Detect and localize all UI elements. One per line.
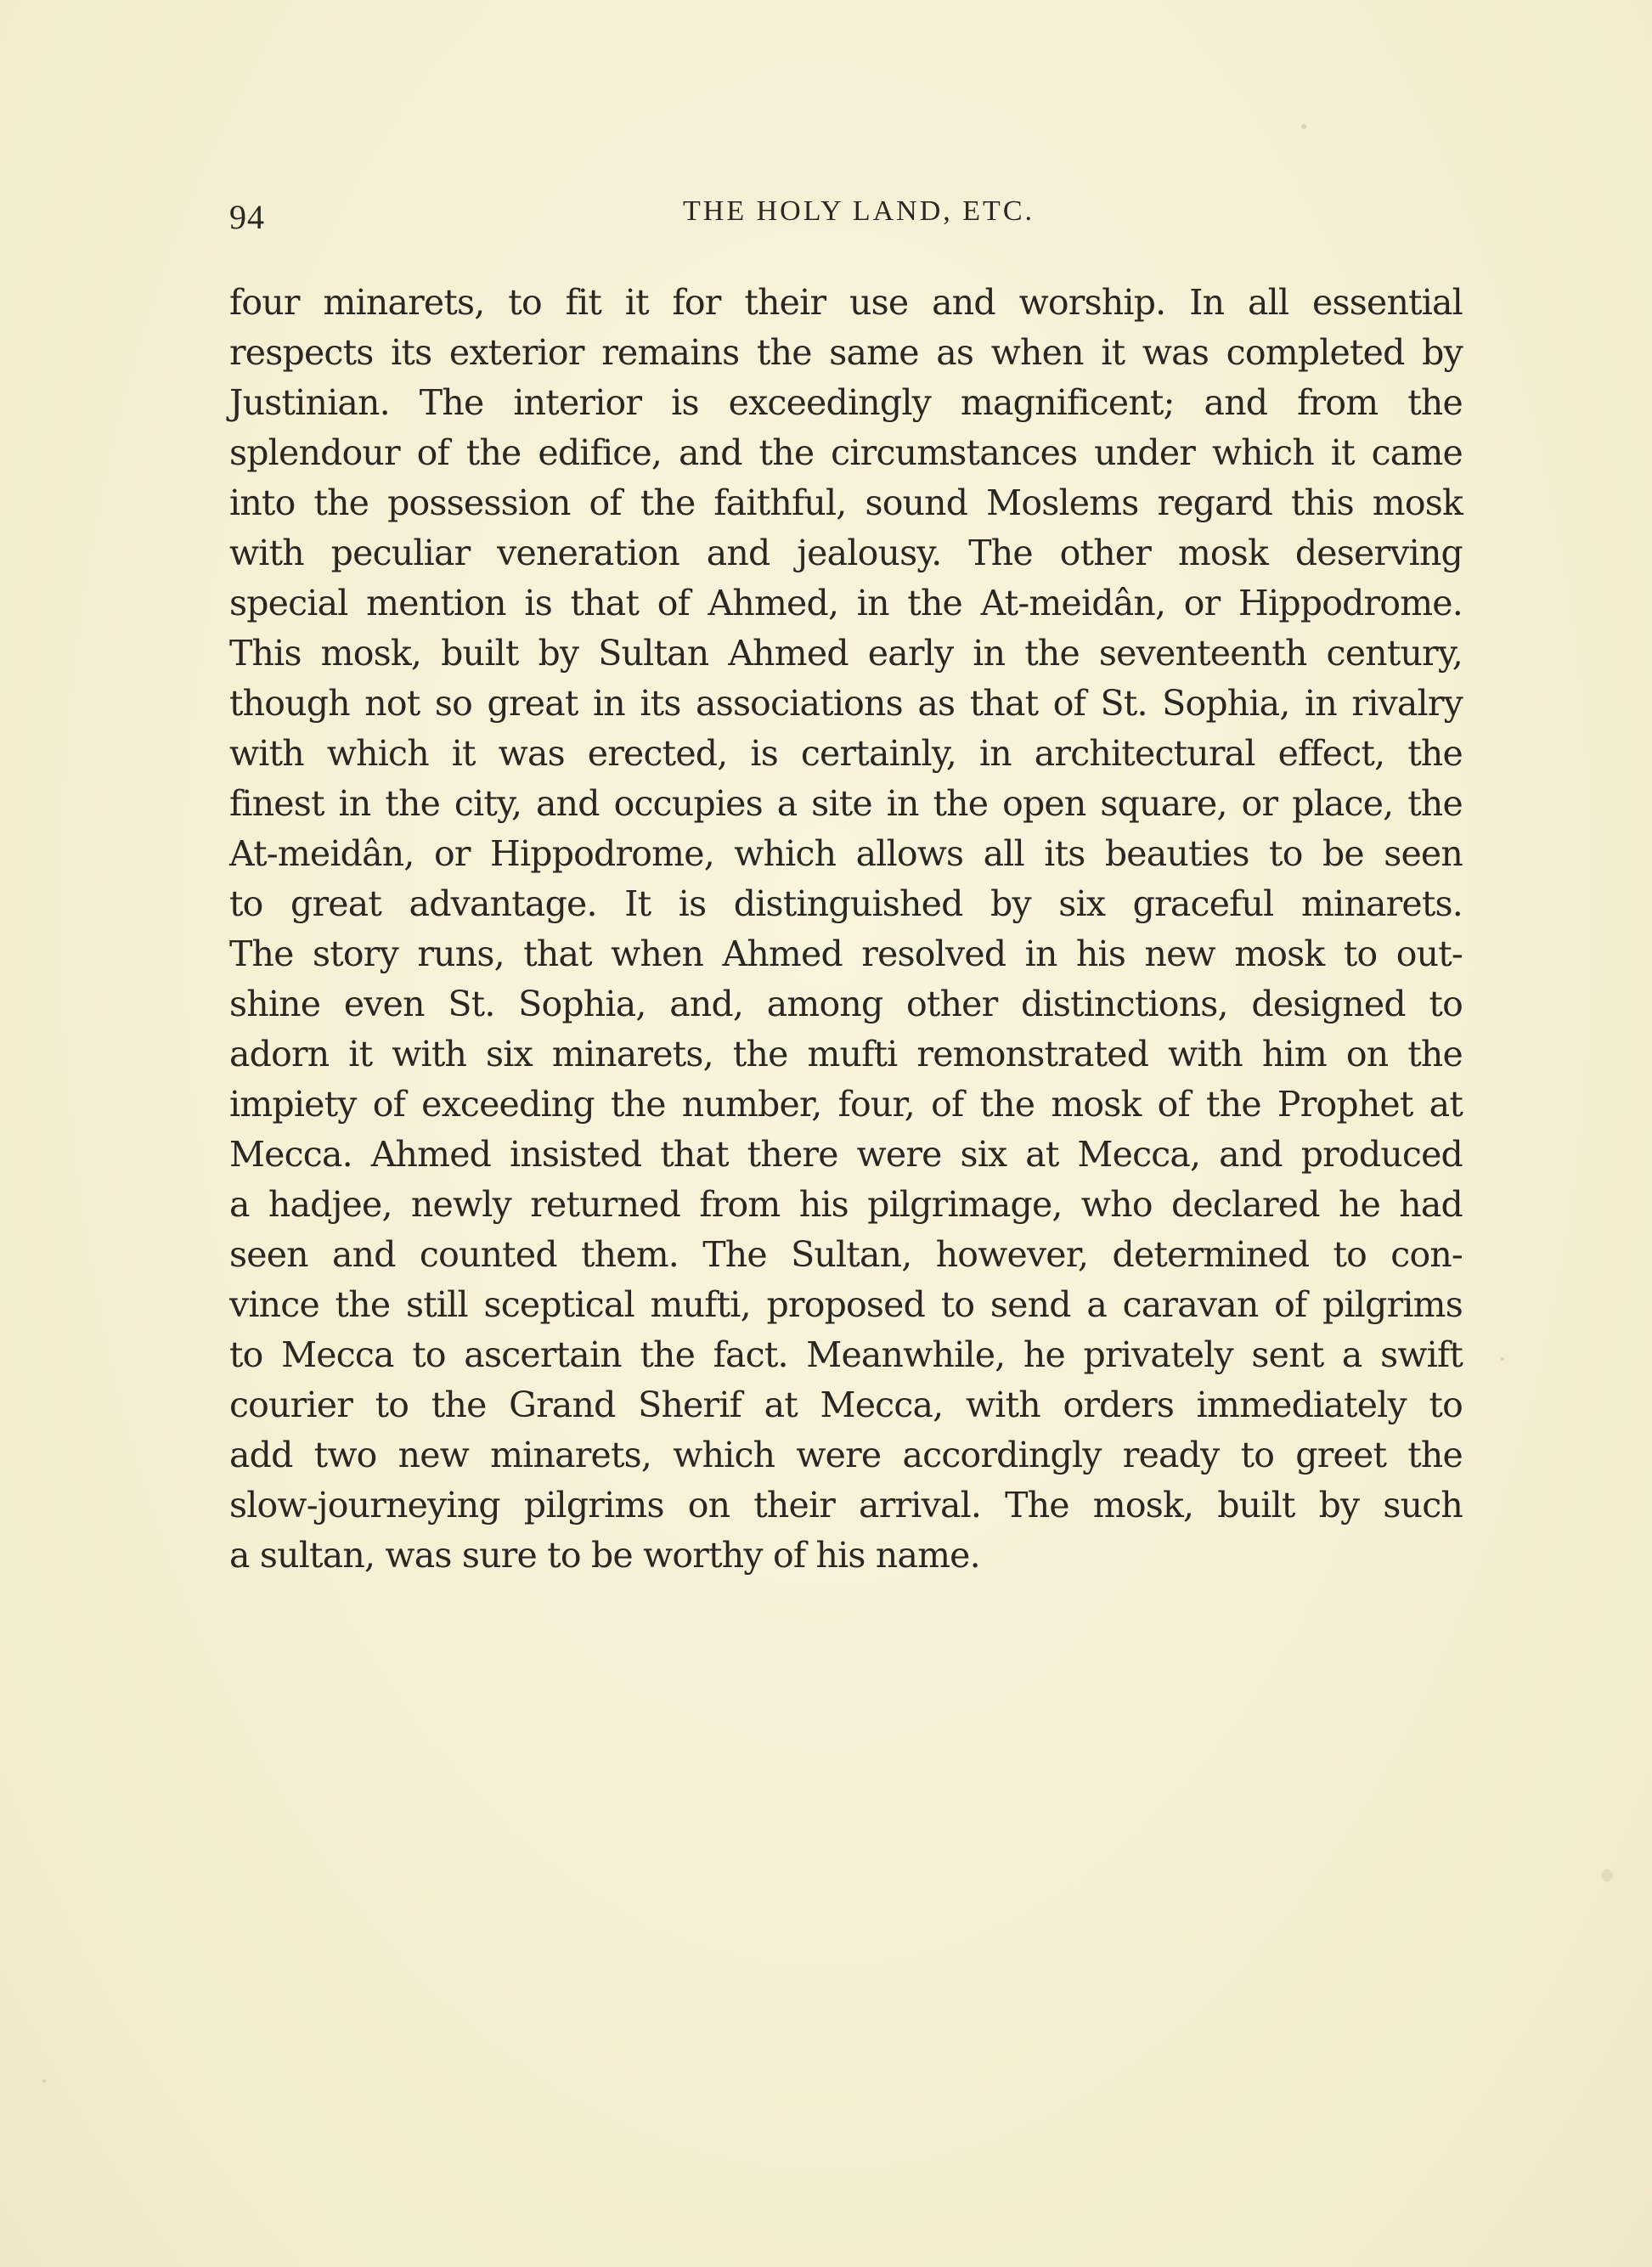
paper-speck bbox=[1601, 1869, 1613, 1881]
text-line: with which it was erected, is certainly, in architectural effect, the bbox=[229, 733, 1463, 774]
text-line-last: a sultan, was sure to be worthy of his name. bbox=[229, 1535, 980, 1576]
text-line: to Mecca to ascertain the fact. Meanwhile, he privately sent a swift bbox=[229, 1334, 1463, 1375]
text-line: into the possession of the faithful, sound Moslems regard this mosk bbox=[229, 482, 1463, 523]
text-line: seen and counted them. The Sultan, however, determined to con- bbox=[229, 1234, 1463, 1275]
text-line: with peculiar veneration and jealousy. The other mosk deserving bbox=[229, 533, 1463, 573]
paper-speck bbox=[1301, 124, 1306, 129]
text-line: add two new minarets, which were accordingly ready to greet the bbox=[229, 1435, 1463, 1475]
text-line: impiety of exceeding the number, four, of the mosk of the Prophet at bbox=[229, 1084, 1463, 1125]
text-line: to great advantage. It is distinguished by six graceful minarets. bbox=[229, 883, 1463, 924]
text-line: The story runs, that when Ahmed resolved in his new mosk to out- bbox=[229, 933, 1463, 974]
text-line: though not so great in its associations as that of St. Sophia, in rivalry bbox=[229, 683, 1463, 724]
text-line: This mosk, built by Sultan Ahmed early in the seventeenth century, bbox=[229, 633, 1463, 674]
text-line: shine even St. Sophia, and, among other distinctions, designed to bbox=[229, 984, 1463, 1024]
body-paragraph bbox=[229, 278, 1463, 1581]
text-line: special mention is that of Ahmed, in the At-meidân, or Hippodrome. bbox=[229, 583, 1463, 623]
page-number: 94 bbox=[229, 198, 265, 236]
text-line: adorn it with six minarets, the mufti remonstrated with him on the bbox=[229, 1034, 1463, 1074]
text-line: courier to the Grand Sherif at Mecca, with orders immediately to bbox=[229, 1384, 1463, 1425]
text-line: splendour of the edifice, and the circumstances under which it came bbox=[229, 432, 1463, 473]
paper-speck bbox=[1501, 1357, 1504, 1361]
paper-speck bbox=[42, 2079, 46, 2083]
text-line: four minarets, to fit it for their use and worship. In all essential bbox=[229, 282, 1463, 323]
text-line: At-meidân, or Hippodrome, which allows all its beauties to be seen bbox=[229, 833, 1463, 874]
text-line: Justinian. The interior is exceedingly magnificent; and from the bbox=[229, 382, 1463, 423]
text-line: finest in the city, and occupies a site in the open square, or place, the bbox=[229, 783, 1463, 824]
text-line: respects its exterior remains the same as when it was completed by bbox=[229, 332, 1463, 373]
running-head bbox=[229, 189, 1463, 240]
text-line: vince the still sceptical mufti, proposed to send a caravan of pilgrims bbox=[229, 1284, 1463, 1325]
text-line: Mecca. Ahmed insisted that there were six at Mecca, and produced bbox=[229, 1134, 1463, 1175]
text-line: a hadjee, newly returned from his pilgrimage, who declared he had bbox=[229, 1184, 1463, 1225]
text-line: slow-journeying pilgrims on their arrival. The mosk, built by such bbox=[229, 1485, 1463, 1525]
running-title: THE HOLY LAND, ETC. bbox=[683, 195, 1035, 227]
